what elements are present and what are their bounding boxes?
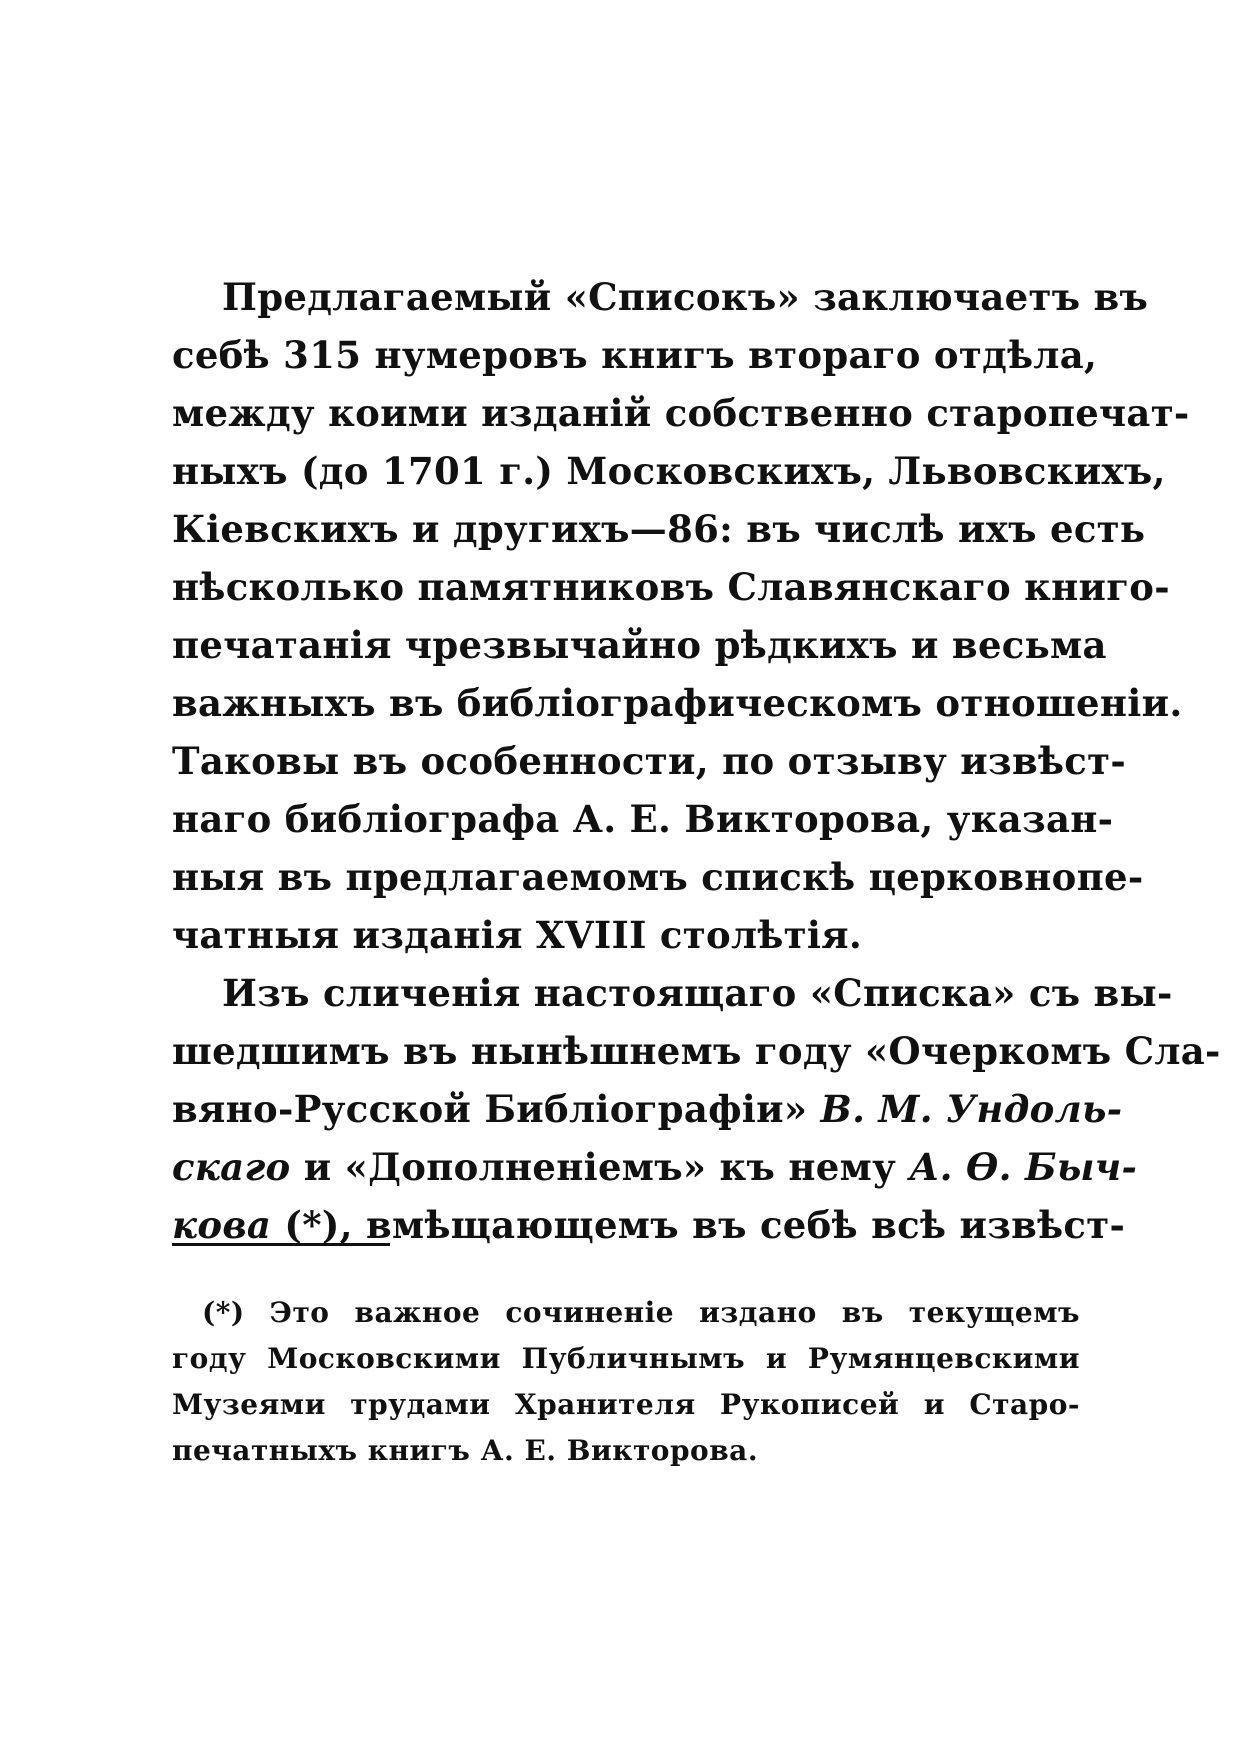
footnote-divider [172,1243,390,1246]
main-text-block [172,268,1221,1254]
text-line: наго библіографа А. Е. Викторова, указан- [172,797,1114,841]
footnote-line: печатныхъ книгъ А. Е. Викторова. [172,1434,759,1467]
author-name-italic: А. Ѳ. Быч- [909,1145,1138,1189]
text-line: между коими изданій собственно старопечат- [172,391,1190,435]
text-line: ныя въ предлагаемомъ спискѣ церковнопе- [172,855,1144,899]
text-line: себѣ 315 нумеровъ книгъ втораго отдѣла, [172,333,1098,377]
text-line: печатанія чрезвычайно рѣдкихъ и весьма [172,623,1107,667]
text-line [172,1138,1138,1196]
author-name-italic: В. М. Ундоль- [820,1087,1123,1131]
text-line: Изъ сличенія настоящаго «Списка» съ вы- [222,971,1173,1015]
text-line: нѣсколько памятниковъ Славянскаго книго- [172,565,1170,609]
text-line: шедшимъ въ нынѣшнемъ году «Очеркомъ Сла- [172,1029,1221,1073]
text-span: (*), вмѣщающемъ въ себѣ всѣ извѣст- [271,1203,1126,1247]
text-line: важныхъ въ библіографическомъ отношеніи. [172,681,1183,725]
text-line: Кіевскихъ и другихъ—86: въ числѣ ихъ есть [172,507,1146,551]
footnote-line: Музеями трудами Хранителя Рукописей и Старо- [172,1388,1080,1421]
text-span: вяно-Русской Библіографіи» [172,1087,821,1131]
text-line [172,1080,1123,1138]
text-span: и «Дополненіемъ» къ нему [290,1145,910,1189]
text-line: Предлагаемый «Списокъ» заключаетъ въ [222,275,1149,319]
footnote-line: (*) Это важное сочиненіе издано въ текущемъ [202,1296,1080,1329]
text-line: ныхъ (до 1701 г.) Московскихъ, Львовскихъ, [172,449,1166,493]
author-name-italic: кова [172,1203,272,1247]
text-line: Таковы въ особенности, по отзыву извѣст- [172,739,1126,783]
footnote-block [172,1290,1080,1474]
text-line: чатныя изданія XVIII столѣтія. [172,913,863,957]
author-name-italic: скаго [172,1145,291,1189]
footnote-line: году Московскими Публичнымъ и Румянцевскими [172,1342,1080,1375]
